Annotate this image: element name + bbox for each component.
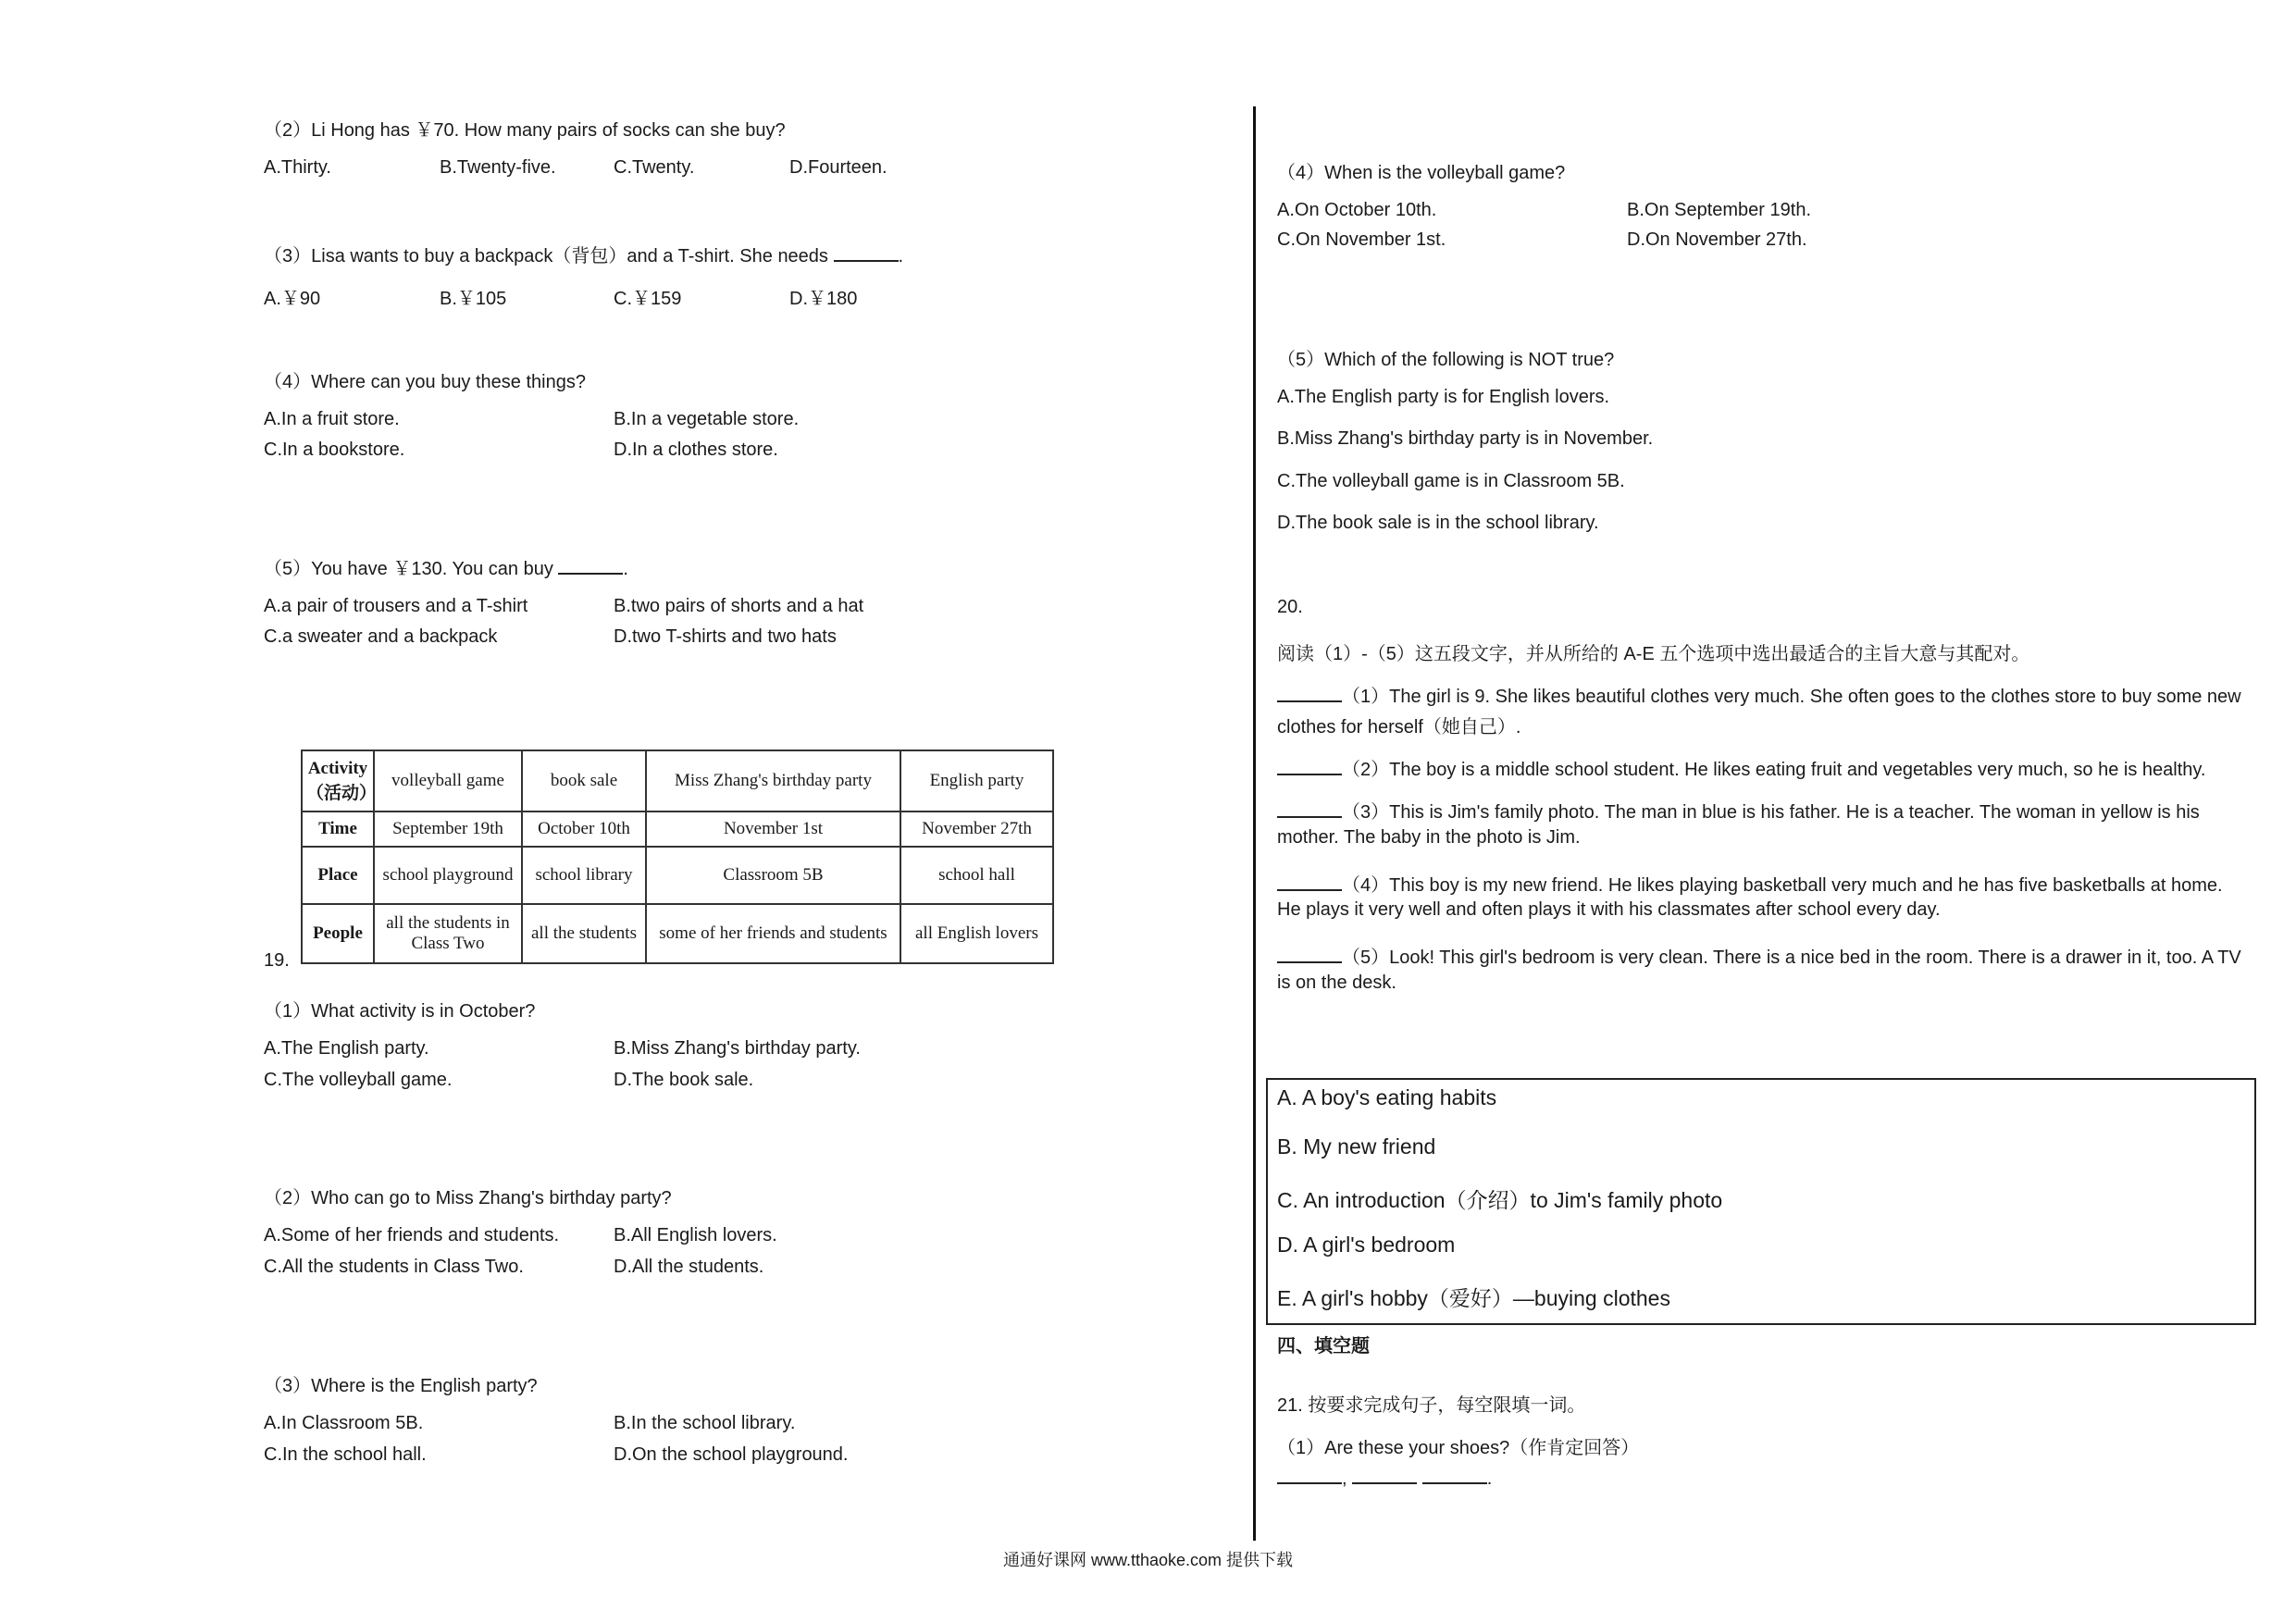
q4-option-d: D.In a clothes store. xyxy=(614,440,778,460)
q2-option-c: C.Twenty. xyxy=(614,157,695,178)
q19-4-option-c: C.On November 1st. xyxy=(1277,229,1446,250)
q19-4-option-a: A.On October 10th. xyxy=(1277,200,1437,220)
q19-5-option-c: C.The volleyball game is in Classroom 5B. xyxy=(1277,471,1625,491)
q2-stem: （2）Li Hong has ￥70. How many pairs of socks can she buy? xyxy=(264,120,786,141)
q3-option-d: D.￥180 xyxy=(789,289,858,309)
box-option-d: D. A girl's bedroom xyxy=(1277,1233,1456,1257)
section-heading: 四、填空题 xyxy=(1277,1336,1370,1357)
table-cell: school hall xyxy=(900,847,1053,904)
table-cell: Miss Zhang's birthday party xyxy=(646,750,900,812)
options-box xyxy=(1266,1078,2256,1325)
q5-option-b: B.two pairs of shorts and a hat xyxy=(614,596,864,616)
answer-blank xyxy=(1277,1466,1342,1484)
passage-4-cont: He plays it very well and often plays it with his classmates after school every day. xyxy=(1277,899,1941,920)
passage-4: （4）This boy is my new friend. He likes playing basketball very much and he has five basketballs at home. xyxy=(1277,870,2223,897)
q4-option-a: A.In a fruit store. xyxy=(264,409,400,429)
table-cell: school playground xyxy=(374,847,522,904)
q5-option-c: C.a sweater and a backpack xyxy=(264,626,498,647)
q3-stem: （3）Lisa wants to buy a backpack（背包）and a T-shirt. She needs . xyxy=(264,241,903,267)
q21-1-stem: （1）Are these your shoes?（作肯定回答） xyxy=(1277,1438,1640,1458)
passage-3: （3）This is Jim's family photo. The man in blue is his father. He is a teacher. The woman in yellow is his xyxy=(1277,797,2200,824)
box-option-c: C. An introduction（介绍）to Jim's family photo xyxy=(1277,1188,1723,1212)
q4-stem: （4）Where can you buy these things? xyxy=(264,372,586,392)
q20-instructions: 阅读（1）-（5）这五段文字，并从所给的 A-E 五个选项中选出最适合的主旨大意与其配对。 xyxy=(1277,644,2030,664)
q19-1-stem: （1）What activity is in October? xyxy=(264,1001,536,1022)
table-cell: November 27th xyxy=(900,812,1053,847)
table-cell: all English lovers xyxy=(900,904,1053,963)
q20-number: 20. xyxy=(1277,597,1303,617)
q3-option-a: A.￥90 xyxy=(264,289,321,309)
q5-option-a: A.a pair of trousers and a T-shirt xyxy=(264,596,528,616)
answer-blank xyxy=(1352,1466,1417,1484)
q19-1-option-b: B.Miss Zhang's birthday party. xyxy=(614,1038,861,1059)
table-cell: book sale xyxy=(522,750,646,812)
q19-2-option-d: D.All the students. xyxy=(614,1257,764,1277)
q21-stem: 21. 按要求完成句子，每空限填一词。 xyxy=(1277,1395,1586,1416)
table-cell: October 10th xyxy=(522,812,646,847)
q19-1-option-a: A.The English party. xyxy=(264,1038,429,1059)
q19-2-option-a: A.Some of her friends and students. xyxy=(264,1225,560,1245)
q4-option-b: B.In a vegetable store. xyxy=(614,409,800,429)
q19-5-option-b: B.Miss Zhang's birthday party is in November. xyxy=(1277,428,1654,449)
q21-1-answer-line: , . xyxy=(1277,1466,1492,1490)
q2-option-d: D.Fourteen. xyxy=(789,157,887,178)
table-cell: November 1st xyxy=(646,812,900,847)
table-header-people: People xyxy=(302,904,374,963)
table-header-time: Time xyxy=(302,812,374,847)
q19-3-option-d: D.On the school playground. xyxy=(614,1444,849,1465)
answer-blank xyxy=(1277,945,1342,963)
q5-stem: （5）You have ￥130. You can buy . xyxy=(264,553,628,580)
q19-4-stem: （4）When is the volleyball game? xyxy=(1277,163,1566,183)
table-cell: all the students xyxy=(522,904,646,963)
passage-5-cont: is on the desk. xyxy=(1277,973,1396,993)
q19-5-stem: （5）Which of the following is NOT true? xyxy=(1277,350,1615,370)
q4-option-c: C.In a bookstore. xyxy=(264,440,405,460)
passage-5: （5）Look! This girl's bedroom is very clean. There is a nice bed in the room. There is a drawer in it, too. A TV xyxy=(1277,942,2241,969)
box-option-b: B. My new friend xyxy=(1277,1134,1436,1158)
q19-3-stem: （3）Where is the English party? xyxy=(264,1376,538,1396)
table-cell: volleyball game xyxy=(374,750,522,812)
table-cell: school library xyxy=(522,847,646,904)
q19-2-option-c: C.All the students in Class Two. xyxy=(264,1257,524,1277)
q2-option-a: A.Thirty. xyxy=(264,157,331,178)
q5-option-d: D.two T-shirts and two hats xyxy=(614,626,837,647)
q19-5-option-a: A.The English party is for English lovers. xyxy=(1277,387,1610,407)
box-option-a: A. A boy's eating habits xyxy=(1277,1085,1497,1109)
q19-5-option-d: D.The book sale is in the school library. xyxy=(1277,513,1599,533)
q3-option-b: B.￥105 xyxy=(440,289,507,309)
passage-1: （1）The girl is 9. She likes beautiful clothes very much. She often goes to the clothes store to buy some new xyxy=(1277,681,2241,708)
q19-4-option-b: B.On September 19th. xyxy=(1627,200,1812,220)
answer-blank xyxy=(1277,757,1342,775)
passage-1-cont: clothes for herself（她自己）. xyxy=(1277,717,1521,737)
q3-option-c: C.￥159 xyxy=(614,289,682,309)
box-option-e: E. A girl's hobby（爱好）—buying clothes xyxy=(1277,1286,1670,1310)
q19-4-option-d: D.On November 27th. xyxy=(1627,229,1807,250)
answer-blank xyxy=(1277,873,1342,891)
table-header-activity: Activity（活动） xyxy=(302,750,374,812)
q19-3-option-c: C.In the school hall. xyxy=(264,1444,427,1465)
passage-2: （2）The boy is a middle school student. He likes eating fruit and vegetables very much, so he is healthy. xyxy=(1277,754,2205,781)
q19-1-option-d: D.The book sale. xyxy=(614,1070,754,1090)
table-cell: some of her friends and students xyxy=(646,904,900,963)
table-cell: all the students in Class Two xyxy=(374,904,522,963)
q19-3-option-a: A.In Classroom 5B. xyxy=(264,1413,424,1433)
q19-1-option-c: C.The volleyball game. xyxy=(264,1070,453,1090)
answer-blank xyxy=(1277,799,1342,818)
q19-2-stem: （2）Who can go to Miss Zhang's birthday party? xyxy=(264,1188,672,1208)
page-footer: 通通好课网 www.tthaoke.com 提供下载 xyxy=(1002,1551,1294,1569)
table-header-place: Place xyxy=(302,847,374,904)
table-cell: Classroom 5B xyxy=(646,847,900,904)
q2-option-b: B.Twenty-five. xyxy=(440,157,556,178)
answer-blank xyxy=(1422,1466,1487,1484)
table-cell: September 19th xyxy=(374,812,522,847)
passage-3-cont: mother. The baby in the photo is Jim. xyxy=(1277,827,1581,848)
table-cell: English party xyxy=(900,750,1053,812)
answer-blank xyxy=(1277,684,1342,702)
q19-2-option-b: B.All English lovers. xyxy=(614,1225,777,1245)
q19-3-option-b: B.In the school library. xyxy=(614,1413,796,1433)
q19-number: 19. xyxy=(264,950,290,971)
